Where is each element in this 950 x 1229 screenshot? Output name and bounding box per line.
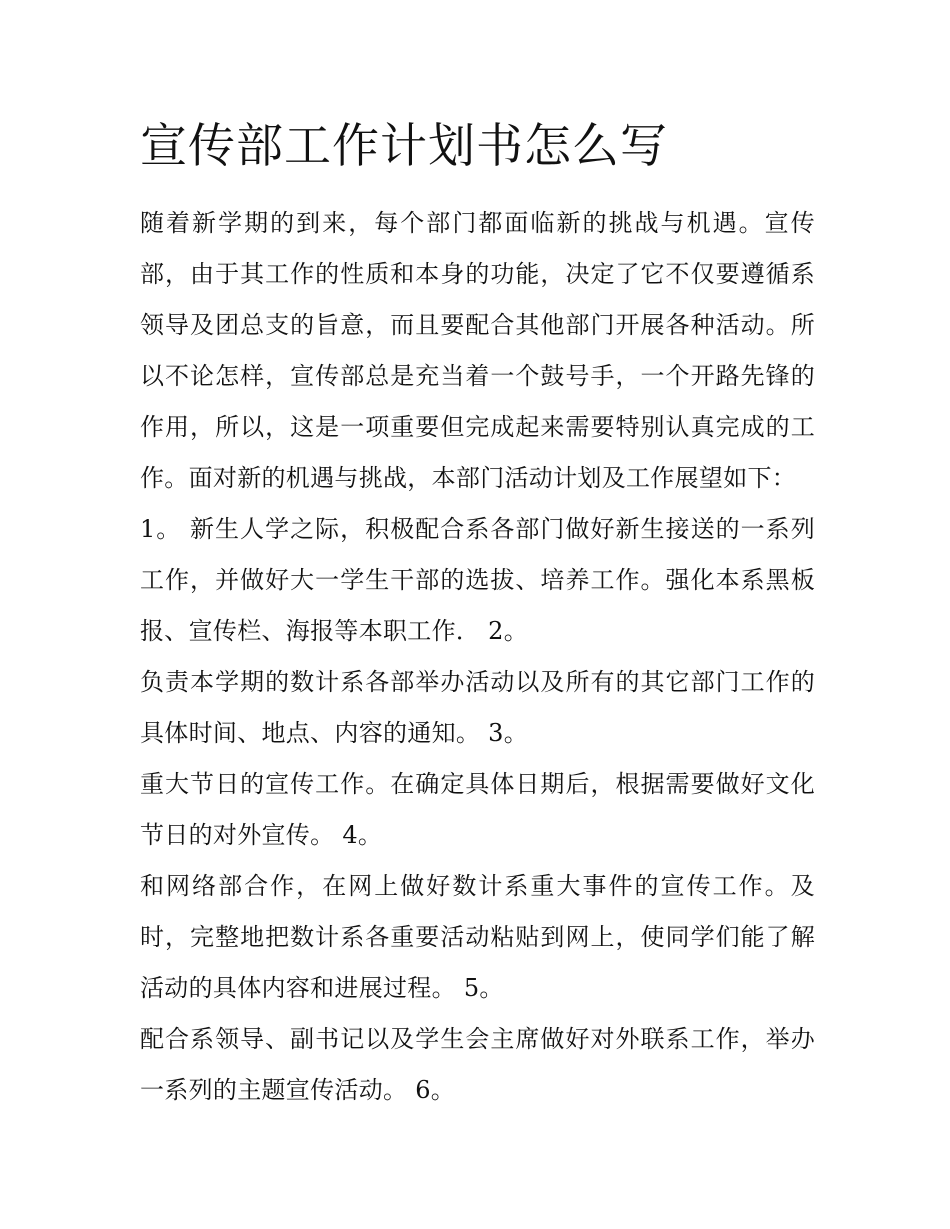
paragraph-item-1: 1。 新生人学之际，积极配合系各部门做好新生接送的一系列工作，并做好大一学生干部的选拔、培养工作。强化本系黑板报、宣传栏、海报等本职工作． 2。: [140, 515, 815, 645]
paragraph-item-3: 重大节日的宣传工作。在确定具体日期后，根据需要做好文化节日的对外宣传。 4。: [140, 770, 815, 849]
paragraph-item-2: 负责本学期的数计系各部举办活动以及所有的其它部门工作的具体时间、地点、内容的通知。 3。: [140, 668, 815, 747]
document-body: [140, 118, 815, 1116]
paragraph-item-4: 和网络部合作，在网上做好数计系重大事件的宣传工作。及时，完整地把数计系各重要活动粘贴到网上，使同学们能了解活动的具体内容和进展过程。 5。: [140, 872, 815, 1002]
paragraph-item-5: 配合系领导、副书记以及学生会主席做好对外联系工作，举办一系列的主题宣传活动。 6。: [140, 1025, 815, 1104]
paragraph-intro: 随着新学期的到来，每个部门都面临新的挑战与机遇。宣传部，由于其工作的性质和本身的功能，决定了它不仅要遵循系领导及团总支的旨意，而且要配合其他部门开展各种活动。所以不论怎样，宣传部总是充当着一个鼓号手，一个开路先锋的作用，所以，这是一项重要但完成起来需要特别认真完成的工作。面对新的机遇与挑战，本部门活动计划及工作展望如下：: [140, 209, 815, 492]
document-title: 宣传部工作计划书怎么写: [140, 119, 668, 174]
